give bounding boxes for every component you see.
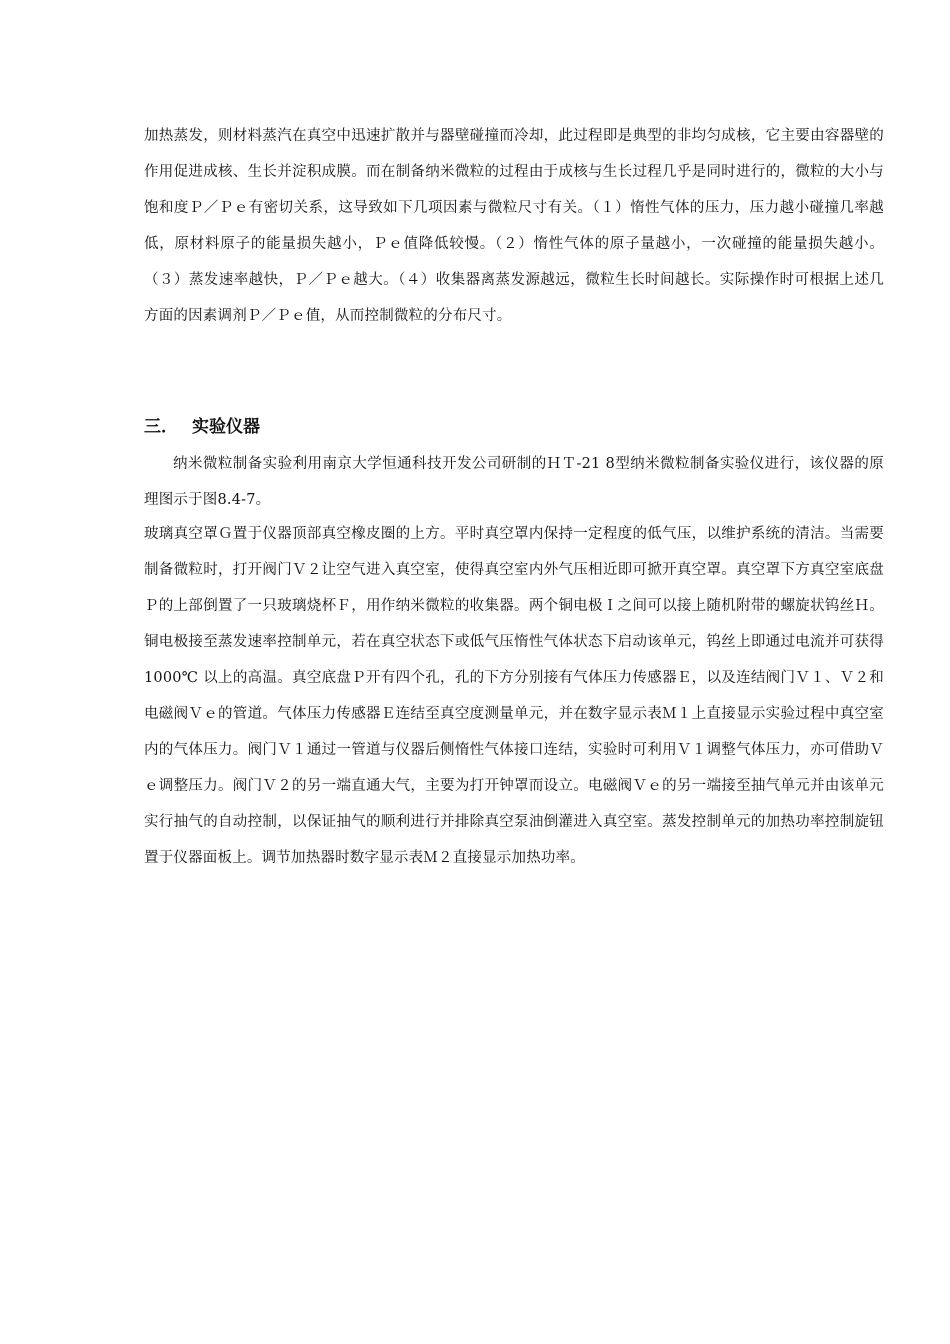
section-title: 实验仪器 xyxy=(192,417,260,437)
section-heading xyxy=(144,412,260,442)
body-paragraph-1: 加热蒸发，则材料蒸汽在真空中迅速扩散并与器壁碰撞而冷却，此过程即是典型的非均匀成核，它主要由容器壁的作用促进成核、生长并淀积成膜。而在制备纳米微粒的过程由于成核与生长过程几乎是同时进行的，微粒的大小与饱和度Ｐ／Ｐｅ有密切关系，这导致如下几项因素与微粒尺寸有关。（１）惰性气体的压力，压力越小碰撞几率越低，原材料原子的能量损失越小，Ｐｅ值降低较慢。（２）惰性气体的原子量越小，一次碰撞的能量损失越小。（３）蒸发速率越快，Ｐ／Ｐｅ越大。（４）收集器离蒸发源越远，微粒生长时间越长。实际操作时可根据上述几方面的因素调剂Ｐ／Ｐｅ值，从而控制微粒的分布尺寸。 xyxy=(144,128,884,324)
body-paragraph-3: 玻璃真空罩Ｇ置于仪器顶部真空橡皮圈的上方。平时真空罩内保持一定程度的低气压，以维护系统的清洁。当需要制备微粒时，打开阀门Ｖ２让空气进入真空室，使得真空室内外气压相近即可掀开真空罩。真空罩下方真空室底盘Ｐ的上部倒置了一只玻璃烧杯Ｆ，用作纳米微粒的收集器。两个铜电极Ｉ之间可以接上随机附带的螺旋状钨丝Ｈ。铜电极接至蒸发速率控制单元，若在真空状态下或低气压惰性气体状态下启动该单元，钨丝上即通过电流并可获得1000℃ 以上的高温。真空底盘Ｐ开有四个孔，孔的下方分别接有气体压力传感器Ｅ，以及连结阀门Ｖ１、Ｖ２和电磁阀Ｖｅ的管道。气体压力传感器Ｅ连结至真空度测量单元，并在数字显示表Ｍ１上直接显示实验过程中真空室内的气体压力。阀门Ｖ１通过一管道与仪器后侧惰性气体接口连结，实验时可利用Ｖ１调整气体压力，亦可借助Ｖｅ调整压力。阀门Ｖ２的另一端直通大气，主要为打开钟罩而设立。电磁阀Ｖｅ的另一端接至抽气单元并由该单元实行抽气的自动控制，以保证抽气的顺利进行并排除真空泵油倒灌进入真空室。蒸发控制单元的加热功率控制旋钮置于仪器面板上。调节加热器时数字显示表Ｍ２直接显示加热功率。 xyxy=(144,526,884,866)
section-number: 三． xyxy=(144,417,178,437)
body-paragraph-2: 纳米微粒制备实验利用南京大学恒通科技开发公司研制的ＨＴ-21 8型纳米微粒制备实验仪进行，该仪器的原理图示于图8.4-7。 xyxy=(144,456,884,508)
